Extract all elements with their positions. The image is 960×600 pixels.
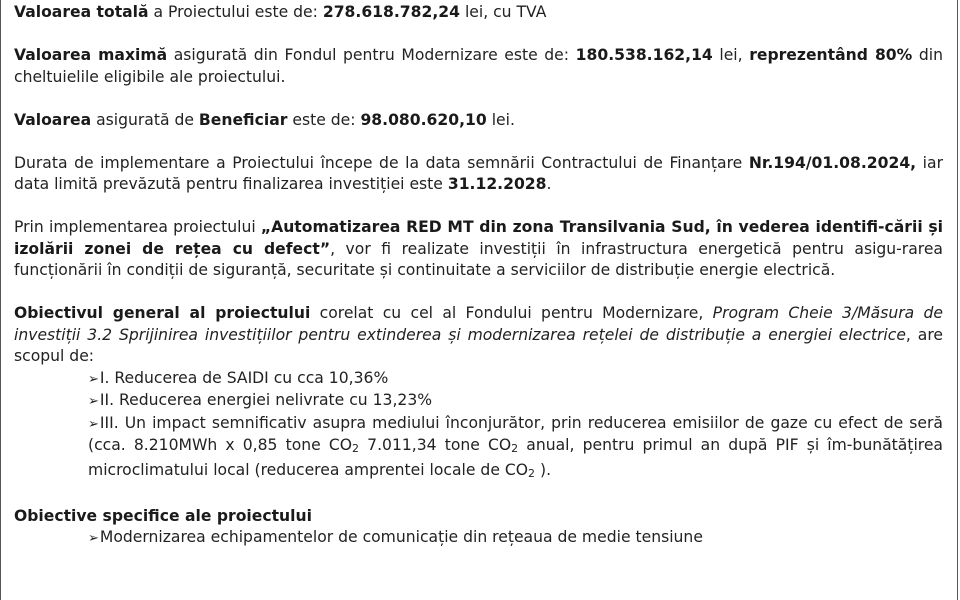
project-title: „Automatizarea RED MT din zona Transilvania Sud, în vederea identifi-cării și izolării zonei de rețea cu defect”	[14, 218, 943, 258]
arrow-bullet-icon: ➢	[88, 371, 99, 387]
text: lei.	[486, 110, 515, 129]
arrow-bullet-icon: ➢	[88, 531, 99, 546]
text: este de:	[287, 110, 361, 129]
beneficiary-amount: 98.080.620,10	[360, 110, 487, 129]
text: , are scopul de:	[14, 325, 943, 365]
duration-paragraph	[14, 153, 943, 196]
arrow-bullet-icon: ➢	[88, 416, 99, 432]
text: iar data limită prevăzută pentru finalizarea investiției este	[14, 153, 943, 193]
text: Durata de implementare a Proiectului începe de la data semnării Contractului de Finanțare	[14, 153, 749, 172]
list-item-text: Modernizarea echipamentelor de comunicație din rețeaua de medie tensiune	[99, 528, 703, 546]
percentage-text: reprezentând 80%	[749, 46, 913, 64]
max-value-label: Valoarea maximă	[14, 46, 168, 64]
arrow-bullet-icon: ➢	[88, 394, 99, 409]
beneficiary-value-paragraph	[14, 110, 943, 132]
program-reference: Program Cheie 3/Măsura de investiții 3.2 Sprijinirea investițiilor pentru extinderea și modernizarea rețelei de distribuție a energiei electrice	[14, 304, 943, 344]
implementation-paragraph	[14, 217, 943, 282]
text: asigurată de	[91, 110, 199, 129]
deadline-date: 31.12.2028	[447, 175, 547, 193]
list-item	[88, 527, 943, 550]
list-item-text: I. Reducerea de SAIDI cu cca 10,36%	[99, 368, 389, 387]
contract-number: Nr.194/01.08.2024,	[748, 153, 917, 172]
subscript: 2	[352, 442, 360, 455]
text: Prin implementarea proiectului	[14, 218, 261, 236]
specific-objectives-heading	[14, 506, 943, 528]
text: lei,	[712, 46, 750, 64]
subscript: 2	[528, 466, 536, 480]
list-item-text: ).	[535, 460, 552, 479]
text: a Proiectului este de:	[148, 3, 323, 21]
list-item	[88, 390, 943, 413]
list-item-text: anual, pentru primul an după PIF și îm-bunătățirea microclimatului local (reducerea amprentei locale de CO	[88, 436, 943, 479]
text: .	[546, 175, 552, 193]
general-objective-heading: Obiectivul general al proiectului	[14, 304, 311, 322]
max-value-paragraph	[14, 45, 943, 88]
text: din cheltuielile eligibile ale proiectului.	[14, 46, 943, 86]
list-item-text: 7.011,34 tone CO	[359, 436, 512, 454]
beneficiary-label: Beneficiar	[198, 110, 288, 129]
general-objective-paragraph	[14, 303, 943, 368]
value-label: Valoarea	[14, 110, 92, 129]
list-item-text: II. Reducerea energiei nelivrate cu 13,23%	[99, 391, 433, 409]
text: asigurată din Fondul pentru Modernizare este de:	[167, 46, 576, 64]
document-body	[14, 2, 943, 550]
max-value-amount: 180.538.162,14	[575, 46, 713, 64]
list-item	[88, 413, 943, 485]
text: lei, cu TVA	[459, 3, 547, 21]
text: , vor fi realizate investiții în infrastructura energetică pentru asigu-rarea funcționării în condiții de siguranță, securitate și continuitate a serviciilor de distribuție energie electrică.	[14, 239, 943, 279]
section-heading: Obiective specifice ale proiectului	[14, 506, 312, 525]
total-value-amount: 278.618.782,24	[322, 3, 460, 21]
text: corelat cu cel al Fondului pentru Modernizare,	[310, 304, 713, 322]
list-item-text: III. Un impact semnificativ asupra mediului înconjurător, prin reducerea emisiilor de gaze cu efect de seră (cca. 8.210MWh x 0,85 tone CO	[88, 413, 943, 454]
total-value-label: Valoarea totală	[14, 3, 149, 21]
total-value-paragraph	[14, 2, 943, 24]
subscript: 2	[511, 442, 519, 455]
list-item	[88, 368, 943, 391]
